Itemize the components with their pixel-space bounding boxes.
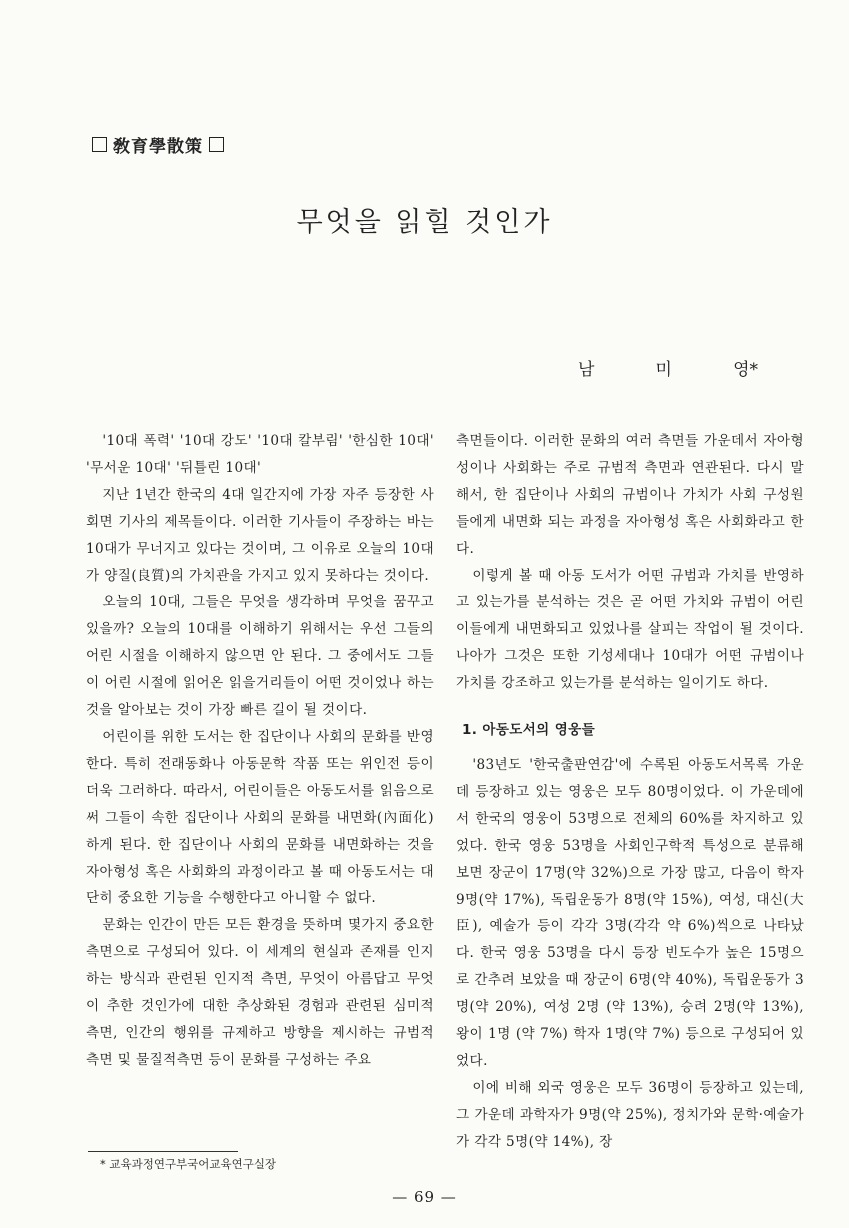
- paragraph: 문화는 인간이 만든 모든 환경을 뜻하며 몇가지 중요한 측면으로 구성되어 있다. 이 세계의 현실과 존재를 인지하는 방식과 관련된 인지적 측면, 무엇이 아름답고 무엇이 추한 것인가에 대한 추상화된 경험과 관련된 심미적 측면, 인간의 행위를 규제하고 방향을 제시하는 규범적 측면 및 물질적측면 등이 문화를 구성하는 주요: [86, 917, 434, 1068]
- footnote: * 교육과정연구부국어교육연구실장: [100, 1157, 277, 1171]
- author-name: [578, 355, 758, 380]
- series-label: 敎育學散策: [113, 137, 203, 157]
- paragraph: 측면들이다. 이러한 문화의 여러 측면들 가운데서 자아형성이나 사회화는 주로 규범적 측면과 연관된다. 다시 말해서, 한 집단이나 사회의 규범이나 가치가 사회 구성원들에게 내면화 되는 과정을 자아형성 혹은 사회화라고 한다.: [456, 433, 804, 557]
- series-header: [92, 132, 224, 157]
- paragraph: 이에 비해 외국 영웅은 모두 36명이 등장하고 있는데, 그 가운데 과학자가 9명(약 25%), 정치가와 문학·예술가가 각각 5명(약 14%), 장: [456, 1079, 804, 1150]
- right-box-icon: [209, 137, 224, 152]
- author-char: 남: [578, 360, 595, 380]
- left-column: [86, 428, 434, 1074]
- author-char: 영*: [733, 360, 758, 380]
- paragraph: 오늘의 10대, 그들은 무엇을 생각하며 무엇을 꿈꾸고 있을까? 오늘의 10대를 이해하기 위해서는 우선 그들의 어린 시절을 이해하지 않으면 안 된다. 그 중에서도 그들이 어린 시절에 읽어온 읽을거리들이 어떤 것이었나 하는 것을 알아보는 것이 가장 빠른 길이 될 것이다.: [86, 594, 434, 719]
- section-heading: 1. 아동도서의 영웅들: [462, 722, 596, 739]
- page-number: — 69 —: [392, 1188, 457, 1206]
- paragraph: '83년도 '한국출판연감'에 수록된 아동도서목록 가운데 등장하고 있는 영웅은 모두 80명이었다. 이 가운데에서 한국의 영웅이 53명으로 전체의 60%를 차지하고 있었다. 한국 영웅 53명을 사회인구학적 특성으로 분류해 보면 장군이 17명(약 32%)으로 가장 많고, 다음이 학자 9명(약 17%), 독립운동가 8명(약 15%), 여성, 대신(大臣), 예술가 등이 각각 3명(각각 약 6%)씩으로 나타났다. 한국 영웅 53명을 다시 등장 빈도수가 높은 15명으로 간추려 보았을 때 장군이 6명(약 40%), 독립운동가 3명(약 20%), 여성 2명 (약 13%), 승려 2명(약 13%), 왕이 1명 (약 7%) 학자 1명(약 7%) 등으로 구성되어 있었다.: [456, 756, 804, 1069]
- epigraph: '10대 폭력' '10대 강도' '10대 칼부림' '한심한 10대' '무서운 10대' '뒤틀린 10대': [86, 433, 434, 476]
- article-title: 무엇을 읽힐 것인가: [296, 207, 553, 238]
- author-char: 미: [655, 360, 672, 380]
- paragraph: 이렇게 볼 때 아동 도서가 어떤 규범과 가치를 반영하고 있는가를 분석하는 것은 곧 어떤 가치와 규범이 어린이들에게 내면화되고 있었나를 살피는 작업이 될 것이다. 나아가 그것은 또한 기성세대나 10대가 어떤 규범이나 가치를 강조하고 있는가를 분석하는 일이기도 하다.: [456, 567, 804, 692]
- footnote-rule: [88, 1151, 238, 1152]
- right-column: [456, 428, 804, 1156]
- left-box-icon: [92, 137, 107, 152]
- paragraph: 어린이를 위한 도서는 한 집단이나 사회의 문화를 반영한다. 특히 전래동화나 아동문학 작품 또는 위인전 등이 더욱 그러하다. 따라서, 어린이들은 아동도서를 읽음으로써 그들이 속한 집단이나 사회의 문화를 내면화(內面化)하게 된다. 한 집단이나 사회의 문화를 내면화하는 것을 자아형성 혹은 사회화의 과정이라고 볼 때 아동도서는 대단히 중요한 기능을 수행한다고 아니할 수 없다.: [86, 728, 434, 907]
- paragraph: 지난 1년간 한국의 4대 일간지에 가장 자주 등장한 사회면 기사의 제목들이다. 이러한 기사들이 주장하는 바는 10대가 무너지고 있다는 것이며, 그 이유로 오늘의 10대가 양질(良質)의 가치관을 가지고 있지 못하다는 것이다.: [86, 486, 434, 584]
